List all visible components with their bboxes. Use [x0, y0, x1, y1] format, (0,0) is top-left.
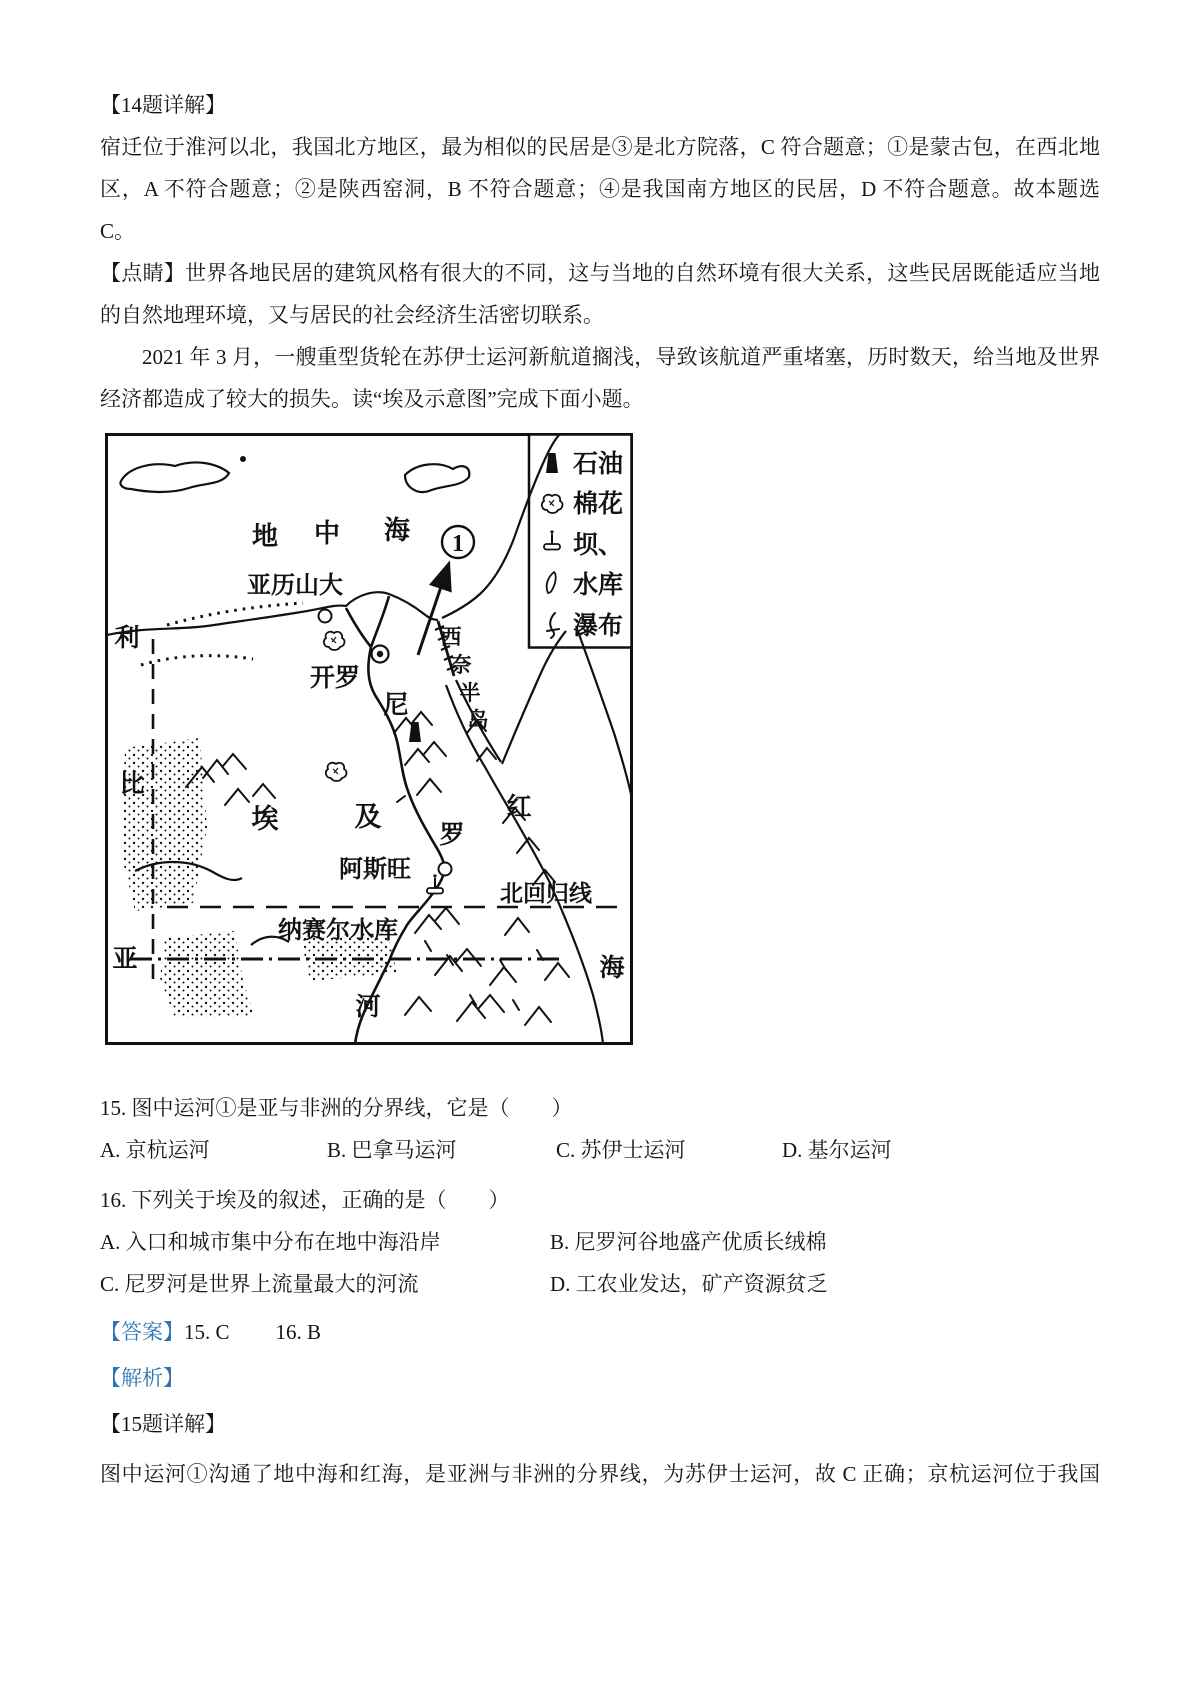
svg-text:中: 中 [313, 519, 341, 548]
canal-number: 1 [452, 531, 464, 557]
sinai-label-2: 奈 [450, 653, 472, 677]
tropic-of-cancer [167, 881, 626, 907]
aswan-city-marker [439, 863, 452, 876]
legend-label-dam: 坝、 [573, 532, 624, 559]
sinai-label-3: 半 [459, 681, 481, 705]
libya-label-1: 利 [114, 625, 140, 652]
cotton-icon [542, 495, 563, 513]
cotton-symbol-delta [324, 632, 345, 650]
alexandria-city-marker [319, 610, 332, 623]
svg-text:地: 地 [251, 522, 279, 551]
dianjing-body: 世界各地民居的建筑风格有很大的不同，这与当地的自然环境有很大关系，这些民居既能适应当地的自然地理环境，又与居民的社会经济生活密切联系。 [100, 261, 1101, 327]
analysis-label: 【解析】 [100, 1366, 184, 1390]
mediterranean-islands [120, 456, 469, 492]
q16-option-c: C. 尼罗河是世界上流量最大的河流 [100, 1272, 419, 1296]
dianjing-label: 【点睛】 [100, 261, 186, 285]
detail15-body: 图中运河①沟通了地中海和红海，是亚洲与非洲的分界线，为苏伊士运河，故 C 正确；京杭运河位于我国 [100, 1462, 1100, 1486]
intro-paragraph: 2021 年 3 月，一艘重型货轮在苏伊士运河新航道搁浅，导致该航道严重堵塞，历时数天，给当地及世界经济都造成了较大的损失。读“埃及示意图”完成下面小题。 [100, 345, 1100, 411]
q16-option-b: B. 尼罗河谷地盛产优质长绒棉 [550, 1230, 827, 1254]
answer-item-15: 15. C [184, 1320, 230, 1344]
egypt-label-2: 及 [354, 802, 382, 832]
sinai-label-1: 西 [440, 625, 462, 649]
q15-option-d: D. 基尔运河 [782, 1138, 892, 1162]
tropic-label: 北回归线 [500, 881, 592, 906]
question-16-stem: 16. 下列关于埃及的叙述，正确的是（ ） [100, 1188, 510, 1212]
legend-label-oil: 石油 [573, 451, 624, 478]
nile-label-3: 河 [355, 994, 381, 1021]
q16-option-a: A. 入口和城市集中分布在地中海沿岸 [100, 1230, 441, 1254]
nile-label-1: 尼 [383, 692, 409, 719]
answer-item-16: 16. B [275, 1320, 322, 1344]
detail14-header: 【14题详解】 [100, 93, 226, 117]
libya-label-3: 亚 [112, 946, 138, 973]
dianjing-paragraph [100, 252, 1100, 336]
answer-line [100, 1311, 1100, 1353]
nile-label-2: 罗 [439, 822, 465, 849]
q16-option-d: D. 工农业发达，矿产资源贫乏 [550, 1272, 828, 1296]
legend-label-cotton: 棉花 [573, 491, 624, 518]
cairo-label: 开罗 [309, 665, 361, 692]
q15-option-b: B. 巴拿马运河 [327, 1138, 457, 1162]
map-legend [529, 435, 632, 648]
red-sea-label-1: 红 [506, 794, 532, 821]
libya-label-2: 比 [119, 771, 145, 798]
egypt-map-svg [105, 433, 633, 1045]
detail14-body: 宿迁位于淮河以北，我国北方地区，最为相似的民居是③是北方院落，C 符合题意；①是蒙古包，在西北地区，A 不符合题意；②是陕西窑洞，B 不符合题意；④是我国南方地区的民居，D 不符合题意。故本题选 C。 [100, 135, 1100, 243]
mediterranean-sea-label [252, 516, 411, 551]
question-15-options [100, 1129, 1100, 1171]
egypt-label-1: 埃 [251, 804, 279, 834]
alexandria-label: 亚历山大 [247, 573, 343, 599]
red-sea-label-2: 海 [599, 955, 625, 982]
egypt-map [105, 433, 1100, 1045]
nasser-label: 纳赛尔水库 [278, 918, 398, 944]
cotton-symbol-valley [326, 763, 347, 781]
legend-label-waterfall: 瀑布 [573, 613, 624, 640]
aswan-label: 阿斯旺 [339, 857, 411, 883]
legend-label-reservoir: 水库 [573, 572, 624, 599]
question-15-stem: 15. 图中运河①是亚与非洲的分界线，它是（ ） [100, 1096, 573, 1120]
sinai-label-4: 岛 [467, 708, 489, 732]
q15-option-c: C. 苏伊士运河 [556, 1138, 686, 1162]
q15-option-a: A. 京杭运河 [100, 1138, 210, 1162]
detail15-header: 【15题详解】 [100, 1412, 226, 1436]
answer-label: 【答案】 [100, 1320, 184, 1344]
question-16-options [100, 1221, 1100, 1305]
svg-text:海: 海 [383, 516, 411, 545]
